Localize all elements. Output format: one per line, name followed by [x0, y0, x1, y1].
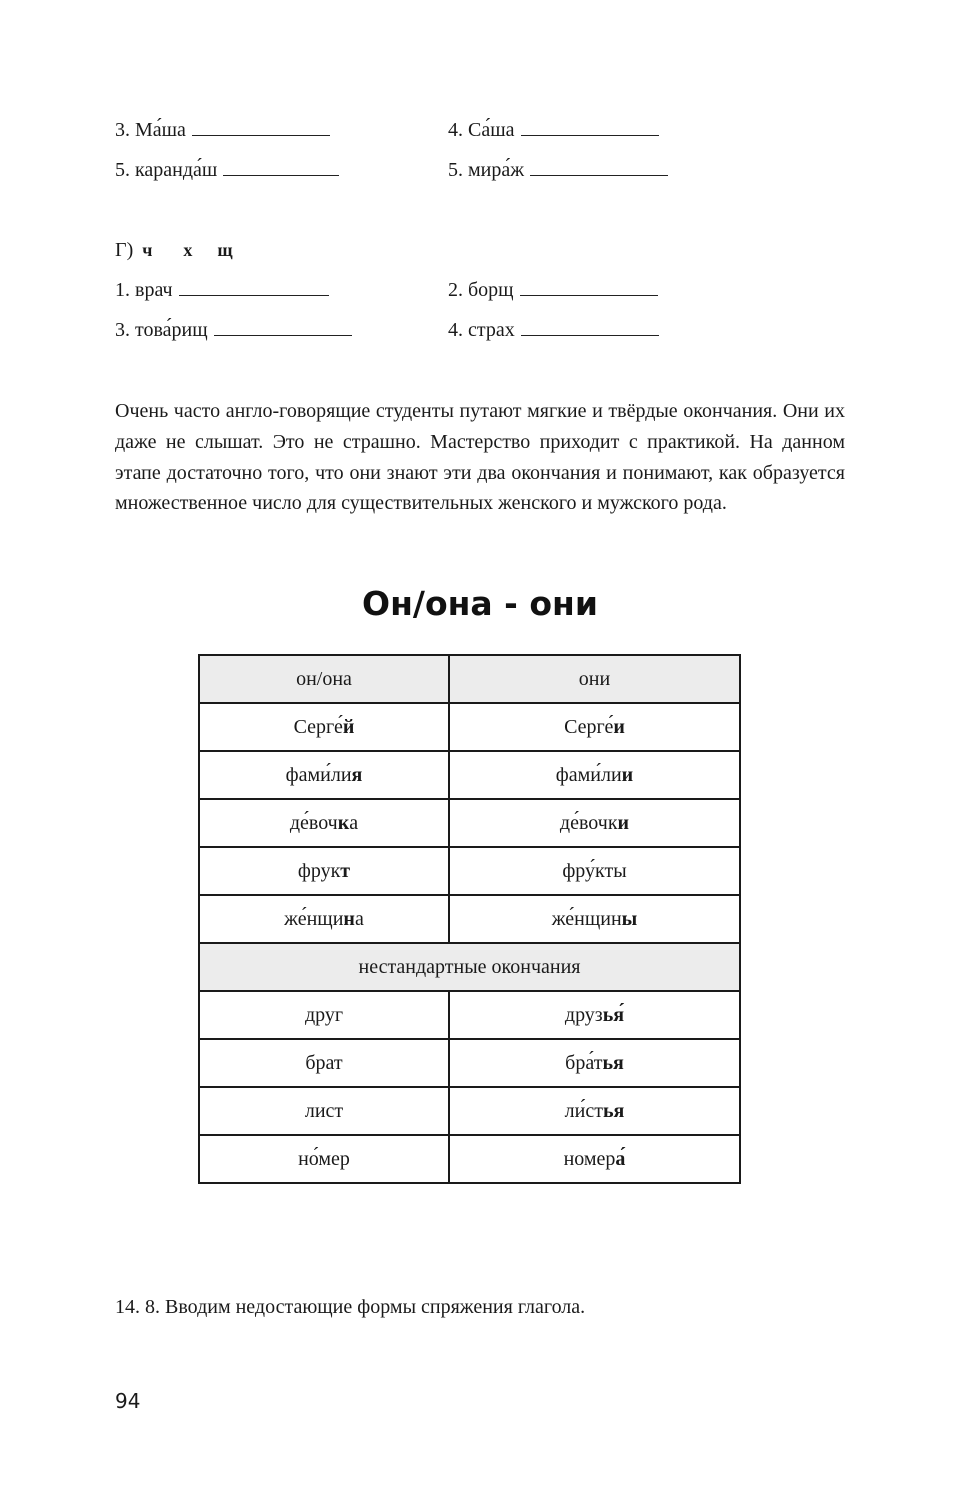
singular-cell: друг — [199, 991, 449, 1039]
table-row — [199, 847, 740, 895]
answer-blank[interactable] — [521, 118, 659, 136]
exercise-item — [448, 118, 659, 142]
exercise-item — [115, 278, 329, 302]
plural-forms-table — [198, 654, 741, 1184]
answer-blank[interactable] — [179, 278, 329, 296]
item-label: 3. Ма́ша — [115, 119, 186, 141]
answer-blank[interactable] — [223, 158, 339, 176]
plural-cell: же́нщины — [449, 895, 740, 943]
item-label: 1. врач — [115, 279, 173, 301]
plural-cell: друзья́ — [449, 991, 740, 1039]
plural-cell: Серге́и — [449, 703, 740, 751]
singular-cell: же́нщина — [199, 895, 449, 943]
exercise-item — [448, 278, 658, 302]
table-row — [199, 799, 740, 847]
plural-cell: фру́кты — [449, 847, 740, 895]
table-header-row — [199, 655, 740, 703]
table-row — [199, 1039, 740, 1087]
singular-cell: фрукт — [199, 847, 449, 895]
task-heading: 14. 8. Вводим недостающие формы спряжения глагола. — [115, 1296, 586, 1318]
item-label: 5. мира́ж — [448, 159, 525, 181]
item-label: 4. страх — [448, 319, 515, 341]
answer-blank[interactable] — [192, 118, 330, 136]
exercise-item — [115, 158, 339, 182]
letter: щ — [217, 240, 233, 260]
item-label: 4. Са́ша — [448, 119, 515, 141]
header-plural: они — [449, 655, 740, 703]
item-label: 2. борщ — [448, 279, 514, 301]
singular-cell: Серге́й — [199, 703, 449, 751]
letter: ч — [142, 240, 153, 260]
exercise-item — [115, 118, 330, 142]
plural-cell: фами́лии — [449, 751, 740, 799]
singular-cell: фами́лия — [199, 751, 449, 799]
plural-cell: ли́стья — [449, 1087, 740, 1135]
exercise-item — [448, 318, 659, 342]
table-row — [199, 1087, 740, 1135]
plural-cell: номера́ — [449, 1135, 740, 1183]
section-title: Он/она - они — [362, 584, 598, 623]
heading-prefix: Г) — [115, 239, 134, 261]
item-label: 5. каранда́ш — [115, 159, 218, 181]
section-label: нестандартные окончания — [199, 943, 740, 991]
plural-cell: бра́тья — [449, 1039, 740, 1087]
singular-cell: брат — [199, 1039, 449, 1087]
body-paragraph: Очень часто англо-говорящие студенты путают мягкие и твёрдые окончания. Они их даже не слышат. Это не страшно. Мастерство приходит с практикой. На данном этапе достаточно того, что они знают эти два окончания и понимают, как образуется множественное число для существительных женского и мужского рода. — [115, 400, 845, 515]
plural-cell: де́вочки — [449, 799, 740, 847]
answer-blank[interactable] — [530, 158, 668, 176]
exercise-item — [448, 158, 668, 182]
table-row — [199, 1135, 740, 1183]
singular-cell: де́вочка — [199, 799, 449, 847]
header-singular: он/она — [199, 655, 449, 703]
letter: х — [183, 240, 193, 260]
answer-blank[interactable] — [520, 278, 658, 296]
page-number: 94 — [115, 1389, 141, 1413]
singular-cell: но́мер — [199, 1135, 449, 1183]
exercise-g-heading — [115, 238, 233, 262]
singular-cell: лист — [199, 1087, 449, 1135]
exercise-item — [115, 318, 352, 342]
answer-blank[interactable] — [521, 318, 659, 336]
item-label: 3. това́рищ — [115, 319, 208, 341]
table-row — [199, 751, 740, 799]
table-row — [199, 991, 740, 1039]
answer-blank[interactable] — [214, 318, 352, 336]
table-row — [199, 703, 740, 751]
table-section-row — [199, 943, 740, 991]
table-row — [199, 895, 740, 943]
